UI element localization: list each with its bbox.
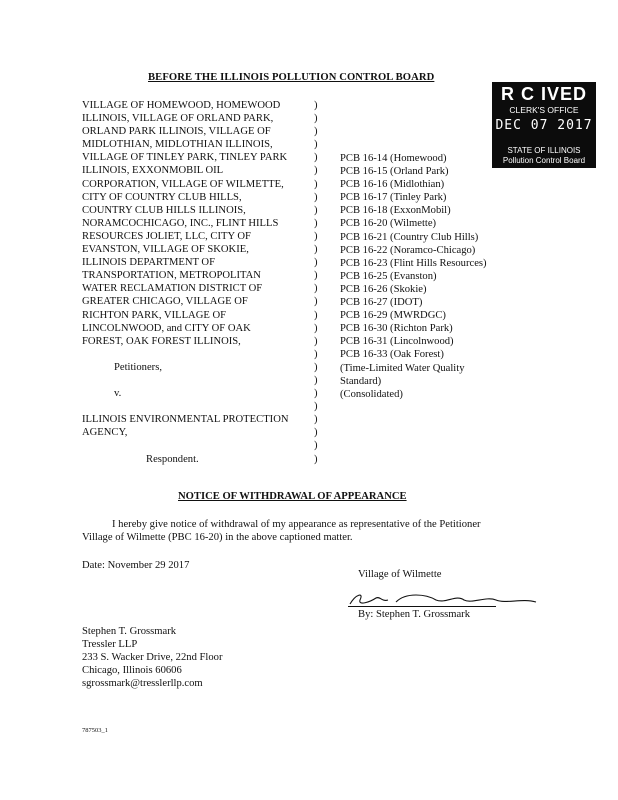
caption-line — [82, 400, 312, 413]
caption-paren: ) — [314, 361, 318, 373]
address-line: Tressler LLP — [82, 639, 138, 651]
caption-paren: ) — [314, 309, 318, 321]
caption-line — [82, 348, 312, 361]
address-line: sgrossmark@tresslerllp.com — [82, 678, 203, 690]
pcb-case: PCB 16-21 (Country Club Hills) — [340, 231, 479, 243]
caption-paren: ) — [314, 374, 318, 386]
caption-paren: ) — [314, 204, 318, 216]
pcb-case: PCB 16-15 (Orland Park) — [340, 166, 449, 178]
address-line: Chicago, Illinois 60606 — [82, 665, 182, 677]
case-caption-parties — [82, 99, 312, 466]
pcb-case: (Consolidated) — [340, 388, 403, 400]
caption-paren: ) — [314, 440, 318, 452]
pcb-case: PCB 16-33 (Oak Forest) — [340, 349, 444, 361]
document-id: 787503_1 — [82, 727, 108, 734]
caption-line: ILLINOIS, VILLAGE OF ORLAND PARK, — [82, 113, 274, 125]
caption-paren: ) — [314, 414, 318, 426]
pcb-case: PCB 16-25 (Evanston) — [340, 270, 437, 282]
pcb-case: PCB 16-18 (ExxonMobil) — [340, 205, 451, 217]
caption-line: CORPORATION, VILLAGE OF WILMETTE, — [82, 178, 284, 190]
caption-line: ILLINOIS, EXXONMOBIL OIL — [82, 165, 224, 177]
pcb-case: (Time-Limited Water Quality — [340, 362, 465, 374]
caption-line — [82, 439, 312, 452]
caption-paren: ) — [314, 296, 318, 308]
pcb-case: Standard) — [340, 375, 382, 387]
address-line: Stephen T. Grossmark — [82, 626, 177, 637]
body-text-line-2: Village of Wilmette (PBC 16-20) in the above captioned matter. — [82, 532, 353, 543]
caption-paren: ) — [314, 139, 318, 151]
caption-line: NORAMCOCHICAGO, INC., FLINT HILLS — [82, 217, 279, 229]
caption-paren: ) — [314, 257, 318, 269]
signature-by: By: Stephen T. Grossmark — [358, 609, 471, 620]
caption-line: ILLINOIS DEPARTMENT OF — [82, 257, 215, 269]
caption-paren: ) — [314, 427, 318, 439]
caption-paren: ) — [314, 388, 318, 400]
caption-line: v. — [114, 388, 122, 400]
caption-line: ORLAND PARK ILLINOIS, VILLAGE OF — [82, 126, 271, 138]
pcb-case: PCB 16-14 (Homewood) — [340, 153, 447, 164]
caption-line: LINCOLNWOOD, and CITY OF OAK — [82, 322, 251, 334]
caption-line: RESOURCES JOLIET, LLC, CITY OF — [82, 230, 251, 242]
caption-paren: ) — [314, 126, 318, 138]
signature-party: Village of Wilmette — [358, 569, 442, 580]
pcb-case: PCB 16-31 (Lincolnwood) — [340, 336, 454, 348]
caption-paren: ) — [314, 230, 318, 242]
caption-paren: ) — [314, 165, 318, 177]
stamp-office: CLERK'S OFFICE — [509, 105, 579, 115]
caption-paren: ) — [314, 113, 318, 125]
caption-paren: ) — [314, 178, 318, 190]
caption-paren: ) — [314, 270, 318, 282]
caption-line: AGENCY, — [82, 427, 128, 439]
caption-paren: ) — [314, 453, 318, 465]
pcb-case: PCB 16-23 (Flint Hills Resources) — [340, 257, 487, 269]
received-stamp — [492, 82, 596, 168]
caption-line: MIDLOTHIAN, MIDLOTHIAN ILLINOIS, — [82, 139, 273, 151]
caption-line: COUNTRY CLUB HILLS ILLINOIS, — [82, 204, 246, 216]
address-line: 233 S. Wacker Drive, 22nd Floor — [82, 652, 223, 664]
pcb-case: PCB 16-20 (Wilmette) — [340, 218, 437, 230]
pcb-case: PCB 16-26 (Skokie) — [340, 283, 427, 295]
date-line: Date: November 29 2017 — [82, 560, 190, 571]
notice-title: NOTICE OF WITHDRAWAL OF APPEARANCE — [178, 491, 407, 502]
caption-line: Petitioners, — [114, 361, 162, 373]
pcb-case: PCB 16-29 (MWRDGC) — [340, 310, 446, 322]
caption-line: Respondent. — [146, 453, 199, 465]
stamp-received: R C IVED — [500, 84, 587, 104]
caption-line: ILLINOIS ENVIRONMENTAL PROTECTION — [82, 414, 289, 426]
caption-paren: ) — [314, 322, 318, 334]
pcb-case-list — [340, 152, 487, 401]
caption-line: GREATER CHICAGO, VILLAGE OF — [82, 296, 248, 308]
attorney-address-block — [82, 625, 222, 690]
caption-paren: ) — [314, 100, 318, 111]
caption-paren: ) — [314, 217, 318, 229]
stamp-board: Pollution Control Board — [502, 156, 586, 165]
pcb-case: PCB 16-22 (Noramco-Chicago) — [340, 244, 476, 256]
document-header: BEFORE THE ILLINOIS POLLUTION CONTROL BOARD — [148, 72, 435, 83]
caption-line: VILLAGE OF HOMEWOOD, HOMEWOOD — [82, 100, 281, 111]
caption-line: RICHTON PARK, VILLAGE OF — [82, 309, 227, 321]
caption-paren: ) — [314, 335, 318, 347]
caption-paren: ) — [314, 244, 318, 256]
caption-line: CITY OF COUNTRY CLUB HILLS, — [82, 191, 242, 203]
pcb-case: PCB 16-27 (IDOT) — [340, 297, 423, 309]
pcb-case: PCB 16-16 (Midlothian) — [340, 179, 445, 191]
caption-line: VILLAGE OF TINLEY PARK, TINLEY PARK — [82, 152, 288, 164]
signature-line — [348, 606, 496, 607]
caption-line: FOREST, OAK FOREST ILLINOIS, — [82, 335, 241, 347]
caption-line: TRANSPORTATION, METROPOLITAN — [82, 270, 261, 282]
caption-paren: ) — [314, 152, 318, 164]
caption-paren: ) — [314, 283, 318, 295]
caption-line — [82, 374, 312, 387]
caption-line: WATER RECLAMATION DISTRICT OF — [82, 283, 263, 295]
caption-line: EVANSTON, VILLAGE OF SKOKIE, — [82, 244, 249, 256]
caption-parentheses — [314, 99, 318, 466]
caption-paren: ) — [314, 348, 318, 360]
pcb-case: PCB 16-30 (Richton Park) — [340, 323, 453, 335]
caption-paren: ) — [314, 191, 318, 203]
caption-paren: ) — [314, 401, 318, 413]
stamp-date: DEC 07 2017 — [495, 118, 593, 133]
stamp-state: STATE OF ILLINOIS — [507, 146, 581, 155]
body-text-line-1: I hereby give notice of withdrawal of my appearance as representative of the Petitioner — [112, 519, 481, 530]
pcb-case: PCB 16-17 (Tinley Park) — [340, 192, 447, 204]
